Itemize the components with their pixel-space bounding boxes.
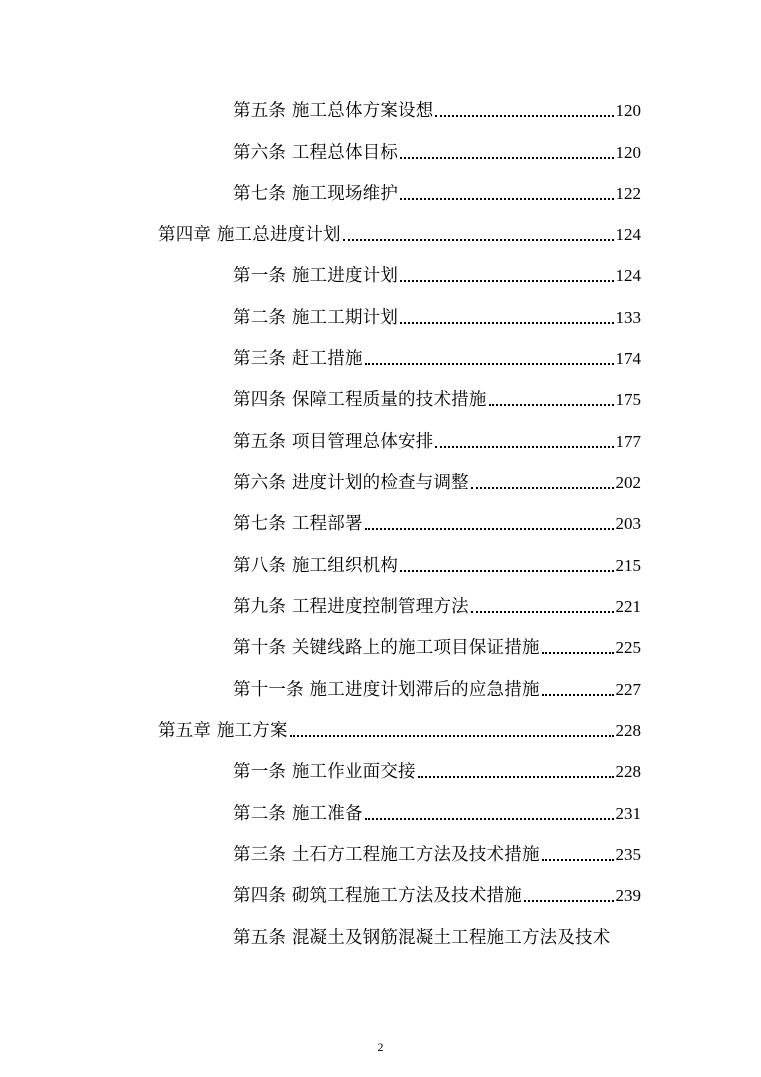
dot-leader [400,198,613,200]
toc-entry-title: 第五条 混凝土及钢筋混凝土工程施工方法及技术 [233,928,611,948]
toc-entry[interactable] [233,840,641,866]
toc-entry-title: 第四章 施工总进度计划 [158,225,341,245]
toc-entry-title: 第二条 施工准备 [233,804,363,824]
toc-entry-title: 第一条 施工作业面交接 [233,762,416,782]
toc-entry[interactable] [233,138,641,164]
toc-entry[interactable] [233,96,641,122]
dot-leader [400,322,613,324]
toc-entry-title: 第十一条 施工进度计划滞后的应急措施 [233,680,540,700]
toc-entry[interactable] [233,179,641,205]
dot-leader [400,280,613,282]
toc-entry-title: 第五条 施工总体方案设想 [233,101,434,121]
toc-entry-page: 239 [615,886,641,905]
toc-entry-page: 202 [615,473,641,492]
toc-entry-title: 第二条 施工工期计划 [233,308,399,328]
toc-entry-title: 第七条 施工现场维护 [233,184,399,204]
dot-leader [418,776,614,778]
toc-entry-title: 第五条 项目管理总体安排 [233,432,434,452]
toc-entry-title: 第七条 工程部署 [233,514,363,534]
toc-entry-page: 228 [615,721,641,740]
dot-leader [471,487,614,489]
toc-entry-page: 120 [615,101,641,120]
toc-entry[interactable] [233,509,641,535]
dot-leader [435,115,613,117]
toc-entry[interactable] [233,757,641,783]
toc-entry-continued[interactable] [233,923,641,949]
dot-leader [542,652,614,654]
dot-leader [524,900,614,902]
toc-entry[interactable] [233,675,641,701]
toc-entry-page: 215 [615,556,641,575]
toc-entry-title: 第八条 施工组织机构 [233,556,399,576]
page-number: 2 [377,1040,384,1054]
toc-entry-page: 124 [615,225,641,244]
toc-entry-title: 第四条 砌筑工程施工方法及技术措施 [233,886,522,906]
toc-entry[interactable] [233,261,641,287]
toc-entry-title: 第十条 关键线路上的施工项目保证措施 [233,638,540,658]
toc-entry-page: 228 [615,762,641,781]
toc-entry-page: 235 [615,845,641,864]
toc-entry-title: 第五章 施工方案 [158,721,288,741]
toc-entry[interactable] [233,427,641,453]
toc-entry-title: 第一条 施工进度计划 [233,266,399,286]
toc-entry-page: 225 [615,638,641,657]
toc-entry[interactable] [233,385,641,411]
toc-entry-page: 227 [615,680,641,699]
toc-chapter-entry[interactable] [158,716,641,742]
dot-leader [471,611,614,613]
toc-entry[interactable] [233,633,641,659]
toc-entry-title: 第三条 土石方工程施工方法及技术措施 [233,845,540,865]
dot-leader [489,404,614,406]
toc-entry-page: 122 [615,184,641,203]
toc-entry-page: 133 [615,308,641,327]
toc-entry-title: 第六条 工程总体目标 [233,143,399,163]
toc-entry-page: 175 [615,390,641,409]
toc-entry-page: 124 [615,266,641,285]
toc-entry[interactable] [233,592,641,618]
toc-entry-page: 231 [615,804,641,823]
toc-entry-title: 第三条 赶工措施 [233,349,363,369]
dot-leader [290,735,614,737]
toc-entry-page: 120 [615,143,641,162]
toc-entry-page: 177 [615,432,641,451]
toc-entry-page: 221 [615,597,641,616]
dot-leader [400,570,613,572]
dot-leader [343,239,614,241]
toc-entry-title: 第四条 保障工程质量的技术措施 [233,390,487,410]
toc-entry[interactable] [233,881,641,907]
toc-entry[interactable] [233,551,641,577]
toc-entry[interactable] [233,344,641,370]
toc-entry[interactable] [233,468,641,494]
toc-entry-title: 第六条 进度计划的检查与调整 [233,473,469,493]
dot-leader [365,363,614,365]
toc-entry[interactable] [233,303,641,329]
toc-entry-page: 174 [615,349,641,368]
dot-leader [435,446,613,448]
toc-entry-title: 第九条 工程进度控制管理方法 [233,597,469,617]
toc-entry[interactable] [233,799,641,825]
toc-chapter-entry[interactable] [158,220,641,246]
dot-leader [400,157,613,159]
dot-leader [365,528,614,530]
toc-entry-page: 203 [615,514,641,533]
dot-leader [542,694,614,696]
dot-leader [365,818,614,820]
dot-leader [542,859,614,861]
